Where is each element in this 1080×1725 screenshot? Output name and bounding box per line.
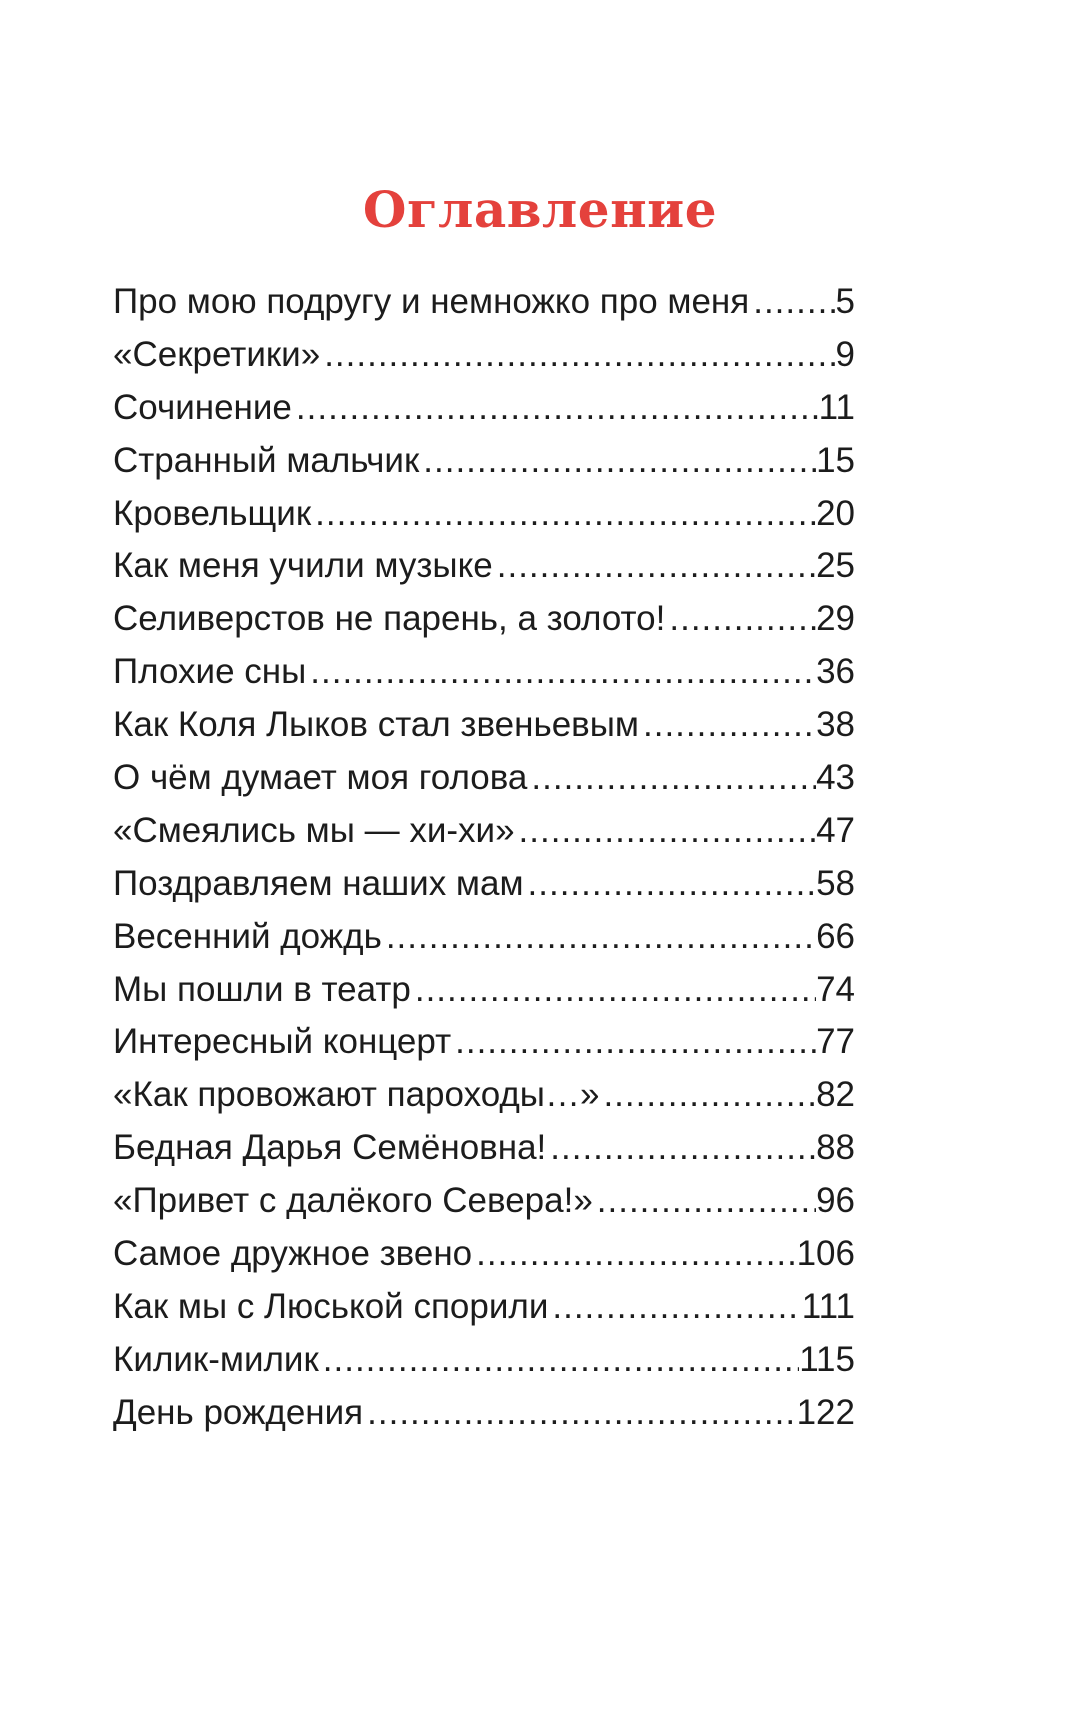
toc-entry [113, 1075, 855, 1128]
dot-leader [597, 1181, 816, 1221]
dot-leader [603, 1075, 816, 1115]
toc-entry-title: Весенний дождь [113, 916, 382, 956]
toc-entry-title: Странный мальчик [113, 440, 420, 480]
dot-leader [528, 864, 817, 904]
toc-entry-page-number: 58 [816, 863, 855, 903]
toc-entry [113, 388, 855, 441]
toc-entry-page-number: 74 [816, 969, 855, 1009]
toc-entry [113, 758, 855, 811]
dot-leader [415, 970, 816, 1010]
toc-entry-page-number: 111 [801, 1286, 855, 1326]
toc-entry-title: «Секретики» [113, 334, 321, 374]
toc-entry-title: Кровельщик [113, 493, 312, 533]
toc-entry [113, 335, 855, 388]
dot-leader [497, 546, 816, 586]
toc-entry-title: Как меня учили музыке [113, 546, 493, 586]
toc-entry-title: Килик-милик [113, 1339, 319, 1379]
toc-entry-page-number: 43 [816, 758, 855, 798]
table-of-contents [113, 282, 855, 1446]
toc-entry [113, 1181, 855, 1234]
toc-entry-title: Самое дружное звено [113, 1234, 473, 1274]
toc-entry-title: Бедная Дарья Семёновна! [113, 1128, 547, 1168]
toc-entry-page-number: 66 [816, 916, 855, 956]
dot-leader [519, 811, 817, 851]
dot-leader [550, 1128, 816, 1168]
toc-entry [113, 546, 855, 599]
dot-leader [423, 441, 816, 481]
toc-entry-title: Как мы с Люськой спорили [113, 1286, 549, 1326]
toc-entry-page-number: 96 [816, 1181, 855, 1221]
toc-entry [113, 1234, 855, 1287]
dot-leader [476, 1234, 796, 1274]
toc-entry-page-number: 47 [816, 810, 855, 850]
dot-leader [324, 335, 835, 375]
toc-entry-title: Поздравляем наших мам [113, 863, 524, 903]
toc-entry-title: «Привет с далёкого Севера!» [113, 1181, 593, 1221]
toc-entry-page-number: 29 [816, 599, 855, 639]
toc-entry [113, 599, 855, 652]
toc-entry-page-number: 5 [835, 282, 855, 321]
toc-entry [113, 1340, 855, 1393]
dot-leader [552, 1287, 801, 1327]
toc-entry-title: Интересный концерт [113, 1022, 452, 1062]
toc-entry-page-number: 115 [799, 1339, 855, 1379]
toc-entry-title: День рождения [113, 1392, 364, 1432]
dot-leader [386, 917, 816, 957]
dot-leader [455, 1022, 816, 1062]
toc-entry-title: Как Коля Лыков стал звеньевым [113, 705, 639, 745]
toc-entry [113, 441, 855, 494]
toc-entry [113, 652, 855, 705]
dot-leader [531, 758, 816, 798]
dot-leader [323, 1340, 799, 1380]
dot-leader [310, 652, 816, 692]
toc-entry [113, 970, 855, 1023]
dot-leader [753, 282, 835, 322]
toc-entry-page-number: 106 [796, 1234, 855, 1274]
toc-entry [113, 494, 855, 547]
toc-entry [113, 1022, 855, 1075]
toc-entry-page-number: 9 [835, 334, 855, 374]
toc-entry-page-number: 15 [816, 440, 855, 480]
toc-entry-page-number: 38 [816, 705, 855, 745]
toc-entry [113, 1287, 855, 1340]
toc-entry-title: О чём думает моя голова [113, 758, 528, 798]
toc-entry [113, 705, 855, 758]
toc-entry-page-number: 20 [816, 493, 855, 533]
toc-entry-page-number: 77 [816, 1022, 855, 1062]
toc-entry [113, 864, 855, 917]
toc-entry-title: «Смеялись мы — хи-хи» [113, 810, 515, 850]
page-title: Оглавление [362, 180, 718, 239]
toc-entry-title: Селиверстов не парень, а золото! [113, 599, 666, 639]
toc-entry-title: Плохие сны [113, 652, 307, 692]
toc-entry-page-number: 82 [816, 1075, 855, 1115]
toc-entry-page-number: 88 [816, 1128, 855, 1168]
toc-entry-title: Мы пошли в театр [113, 969, 411, 1009]
toc-entry-title: Сочинение [113, 387, 292, 427]
toc-entry-page-number: 25 [816, 546, 855, 586]
toc-entry-title: «Как провожают пароходы…» [113, 1075, 600, 1115]
toc-entry-page-number: 36 [816, 652, 855, 692]
toc-entry-page-number: 122 [796, 1392, 855, 1432]
toc-entry [113, 282, 855, 335]
dot-leader [315, 494, 816, 534]
toc-entry-page-number: 11 [818, 387, 855, 427]
toc-entry [113, 1128, 855, 1181]
toc-entry [113, 917, 855, 970]
toc-entry [113, 1393, 855, 1446]
dot-leader [296, 388, 819, 428]
dot-leader [669, 599, 816, 639]
dot-leader [367, 1393, 796, 1433]
dot-leader [643, 705, 816, 745]
toc-entry [113, 811, 855, 864]
toc-entry-title: Про мою подругу и немножко про меня [113, 282, 750, 321]
